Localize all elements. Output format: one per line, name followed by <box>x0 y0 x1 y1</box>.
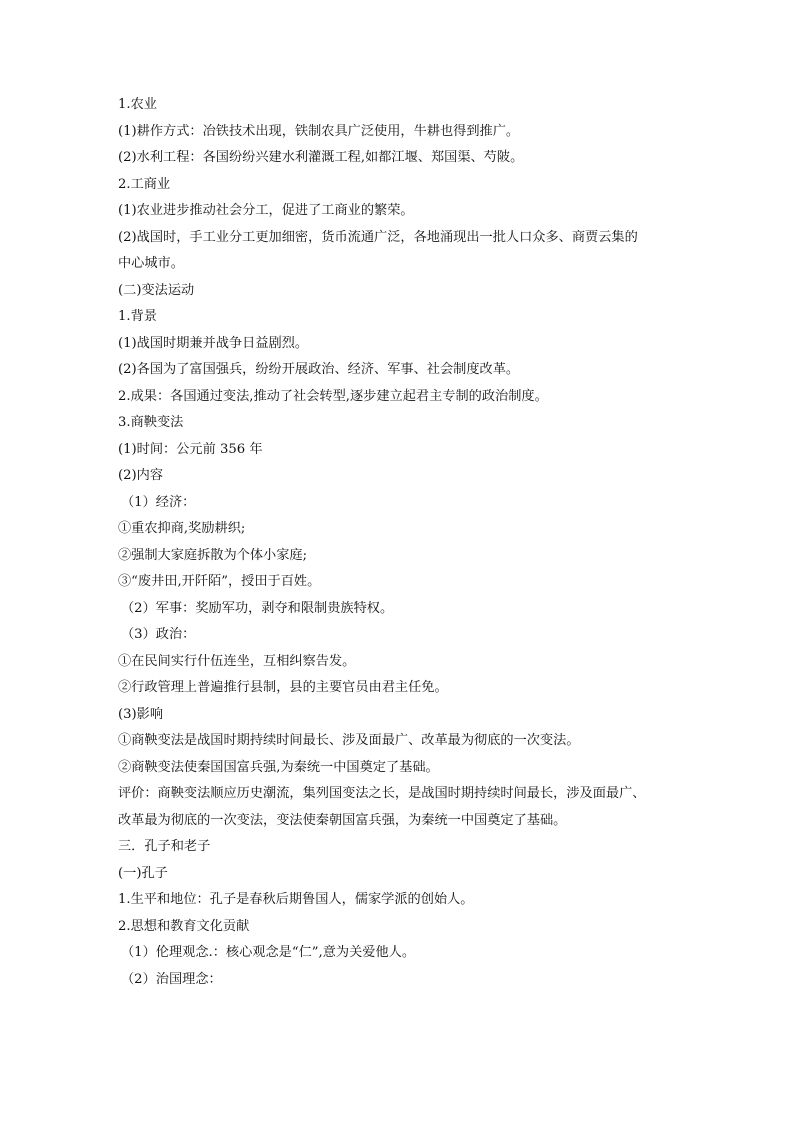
heading-background: 1.背景 <box>118 309 157 324</box>
subheading-military: （2）军事：奖励军功，剥夺和限制贵族特权。 <box>121 600 394 616</box>
paragraph-ethics: （1）伦理观念.：核心观念是“仁”,意为关爱他人。 <box>121 945 416 960</box>
paragraph-warring-states-cities-cont: 中心城市。 <box>118 256 184 271</box>
heading-confucius-laozi: 三．孔子和老子 <box>118 839 211 854</box>
heading-thought-contribution: 2.思想和教育文化贡献 <box>118 918 250 934</box>
list-item-economy-2: ②强制大家庭拆散为个体小家庭; <box>118 547 308 563</box>
subheading-economy: （1）经济： <box>121 494 196 510</box>
heading-content: (2)内容 <box>118 468 164 483</box>
subheading-politics: （3）政治： <box>121 627 196 642</box>
list-item-influence-1: ①商鞅变法是战国时期持续时间最长、涉及面最广、改革最为彻底的一次变法。 <box>118 733 580 748</box>
paragraph-evaluation-cont: 改革最为彻底的一次变法，变法使秦朝国富兵强，为秦统一中国奠定了基础。 <box>118 812 567 828</box>
heading-industry-commerce: 2.工商业 <box>118 176 171 192</box>
heading-agriculture: 1.农业 <box>118 97 157 112</box>
paragraph-farming-method: (1)耕作方式：冶铁技术出现，铁制农具广泛使用，牛耕也得到推广。 <box>118 123 520 139</box>
paragraph-evaluation: 评价：商鞅变法顺应历史潮流，集列国变法之长，是战国时期持续时间最长，涉及面最广、 <box>118 786 646 801</box>
paragraph-governance: （2）治国理念： <box>121 971 222 987</box>
paragraph-results: 2.成果：各国通过变法,推动了社会转型,逐步建立起君主专制的政治制度。 <box>118 388 548 404</box>
paragraph-reforms: (2)各国为了富国强兵，纷纷开展政治、经济、军事、社会制度改革。 <box>118 362 520 377</box>
paragraph-wars: (1)战国时期兼并战争日益剧烈。 <box>118 335 309 351</box>
paragraph-time: (1)时间：公元前 356 年 <box>118 441 263 457</box>
list-item-politics-2: ②行政管理上普遍推行县制，县的主要官员由君主任免。 <box>118 680 448 695</box>
heading-shang-yang-reform: 3.商鞅变法 <box>118 415 184 430</box>
paragraph-life-status: 1.生平和地位：孔子是春秋后期鲁国人，儒家学派的创始人。 <box>118 892 474 907</box>
heading-influence: (3)影响 <box>118 706 164 722</box>
paragraph-division-of-labor: (1)农业进步推动社会分工，促进了工商业的繁荣。 <box>118 203 414 218</box>
paragraph-water-works: (2)水利工程：各国纷纷兴建水利灌溉工程,如都江堰、郑国渠、芍陂。 <box>118 150 524 165</box>
document-body <box>118 92 678 993</box>
list-item-influence-2: ②商鞅变法使秦国国富兵强,为秦统一中国奠定了基础。 <box>118 759 439 775</box>
heading-confucius: (一)孔子 <box>118 865 168 881</box>
list-item-politics-1: ①在民间实行什伍连坐，互相纠察告发。 <box>118 653 356 669</box>
list-item-economy-1: ①重农抑商,奖励耕织; <box>118 521 246 536</box>
paragraph-warring-states-cities: (2)战国时，手工业分工更加细密，货币流通广泛，各地涌现出一批人口众多、商贾云集的 <box>118 229 638 245</box>
heading-reform-movement: (二)变法运动 <box>118 282 195 298</box>
list-item-economy-3: ③“废井田,开阡陌”，授田于百姓。 <box>118 574 321 589</box>
